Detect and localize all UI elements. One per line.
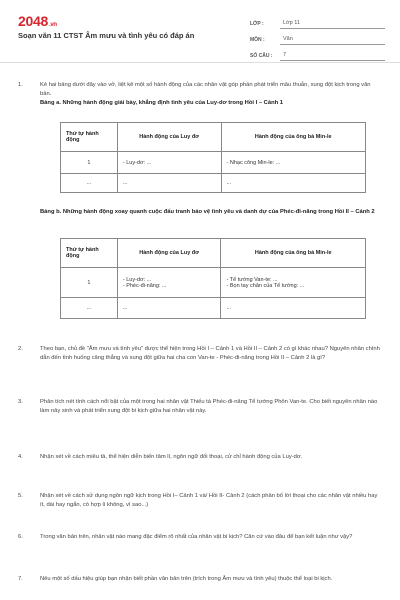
question-number: 1. [18, 82, 23, 88]
table-cell [117, 268, 221, 298]
table-header-cell: Hành động của ông bà Min-le [221, 123, 365, 152]
logo-tld: .vn [48, 22, 57, 28]
cell-line: - Tể tướng Van-te: ... [226, 276, 278, 283]
table-row [61, 174, 366, 193]
table-b-title: Bảng b. Những hành động xoay quanh cuộc đấu tranh bảo vệ tình yêu và danh dự của Phéc-đi-năng trong Hồi II – Cảnh 2 [40, 209, 375, 215]
question-text: Trong văn bản trên, nhân vật nào mang đặc điểm rõ nhất của nhân vật bi kịch? Căn cứ vào đâu để bạn kết luận như vậy? [40, 534, 353, 540]
meta-row-count [250, 45, 385, 61]
table-cell: ... [221, 174, 365, 193]
question-number: 3. [18, 399, 23, 405]
question-number: 6. [18, 534, 23, 540]
question-text: Nhận xét về cách miêu tả, thể hiện diễn biến tâm lí, ngôn ngữ đối thoại, cử chỉ hành động của Luy-dơ. [40, 454, 303, 460]
table-row [61, 152, 366, 174]
question-text: Nêu một số dấu hiệu giúp bạn nhận biết phần văn bản trên (trích trong Âm mưu và tình yêu) thuộc thể loại bi kịch. [40, 576, 333, 582]
table-cell: ... [117, 298, 221, 319]
cell-line: - Bọn tay chân của Tể tướng: ... [226, 282, 305, 289]
question-number: 5. [18, 493, 23, 499]
table-cell: - Luy-dơ: ... [117, 152, 221, 174]
table-cell: ... [117, 174, 221, 193]
table-cell: ... [221, 298, 366, 319]
cell-line: - Phéc-đi-năng: ... [122, 282, 167, 289]
meta-label: MÔN : [250, 37, 265, 43]
meta-row-subject [250, 29, 385, 45]
table-header-cell: Thứ tự hành động [61, 123, 118, 152]
question-body [40, 81, 382, 108]
site-logo[interactable] [18, 13, 57, 29]
question-number: 2. [18, 346, 23, 352]
table-a-title: Bảng a. Những hành động giải bày, khẳng định tình yêu của Luy-dơ trong Hồi I – Cảnh 1 [40, 100, 283, 106]
question-text: Phân tích nét tính cách nổi bật của một trong hai nhân vật Thiếu tá Phéc-đi-năng Tể tướng Phôn Van-te. Cho biết nguyên nhân nào làm nảy sinh và phát triển xung đột bi kịch giữa hai nhân vật này. [40, 399, 378, 414]
table-cell: ... [61, 298, 118, 319]
table-a [60, 122, 366, 193]
document-meta [250, 13, 385, 61]
meta-value: Văn [280, 36, 385, 45]
table-header-row [61, 123, 366, 152]
header-divider [0, 62, 400, 63]
table-header-cell: Hành động của ông bà Min-le [221, 239, 366, 268]
table-cell: 1 [61, 268, 118, 298]
meta-label: LỚP : [250, 21, 264, 27]
question-number: 7. [18, 576, 23, 582]
question-text: Nhận xét về cách sử dụng ngôn ngữ kịch trong Hồi I– Cảnh 1 và/ Hồi II- Cảnh 2 (cách phân bố lời thoại cho các nhân vật nhiều hay ít, dài hay ngắn, có hợp lí không, vì sao...) [40, 493, 378, 508]
table-cell: ... [61, 174, 118, 193]
table-row [61, 268, 366, 298]
meta-value: Lớp 11 [280, 20, 385, 29]
meta-value: 7 [280, 52, 385, 61]
table-header-cell: Thứ tự hành động [61, 239, 118, 268]
table-header-cell: Hành động của Luy đơ [117, 123, 221, 152]
table-cell: - Nhạc công Min-le: ... [221, 152, 365, 174]
meta-row-class [250, 13, 385, 29]
table-cell [221, 268, 366, 298]
table-b [60, 238, 366, 319]
question-number: 4. [18, 454, 23, 460]
table-row [61, 298, 366, 319]
table-header-row [61, 239, 366, 268]
cell-line: - Luy-dơ: ... [122, 276, 152, 283]
question-text: Theo bạn, chủ đề "Âm mưu và tình yêu" được thể hiện trong Hồi I – Cảnh 1 và Hồi II – Cảnh 2 có gì khác nhau? Nguyên nhân chính dẫn đến tình huống căng thẳng và xung đột giữa hai cha con Van-te - Phéc-đi-năng trong Hồi II – Cảnh 2 là gì? [40, 346, 380, 361]
logo-text: 2048 [18, 13, 48, 29]
table-header-cell: Hành động của Luy đơ [117, 239, 221, 268]
document-title: Soạn văn 11 CTST Âm mưu và tình yêu có đáp án [18, 31, 195, 40]
meta-label: SỐ CÂU : [250, 53, 273, 59]
table-cell: 1 [61, 152, 118, 174]
question-text: Kẻ hai bảng dưới đây vào vở, liệt kê một số hành động của các nhân vật góp phần phát triển mâu thuẫn, xung đột kịch trong văn bản. [40, 82, 371, 97]
